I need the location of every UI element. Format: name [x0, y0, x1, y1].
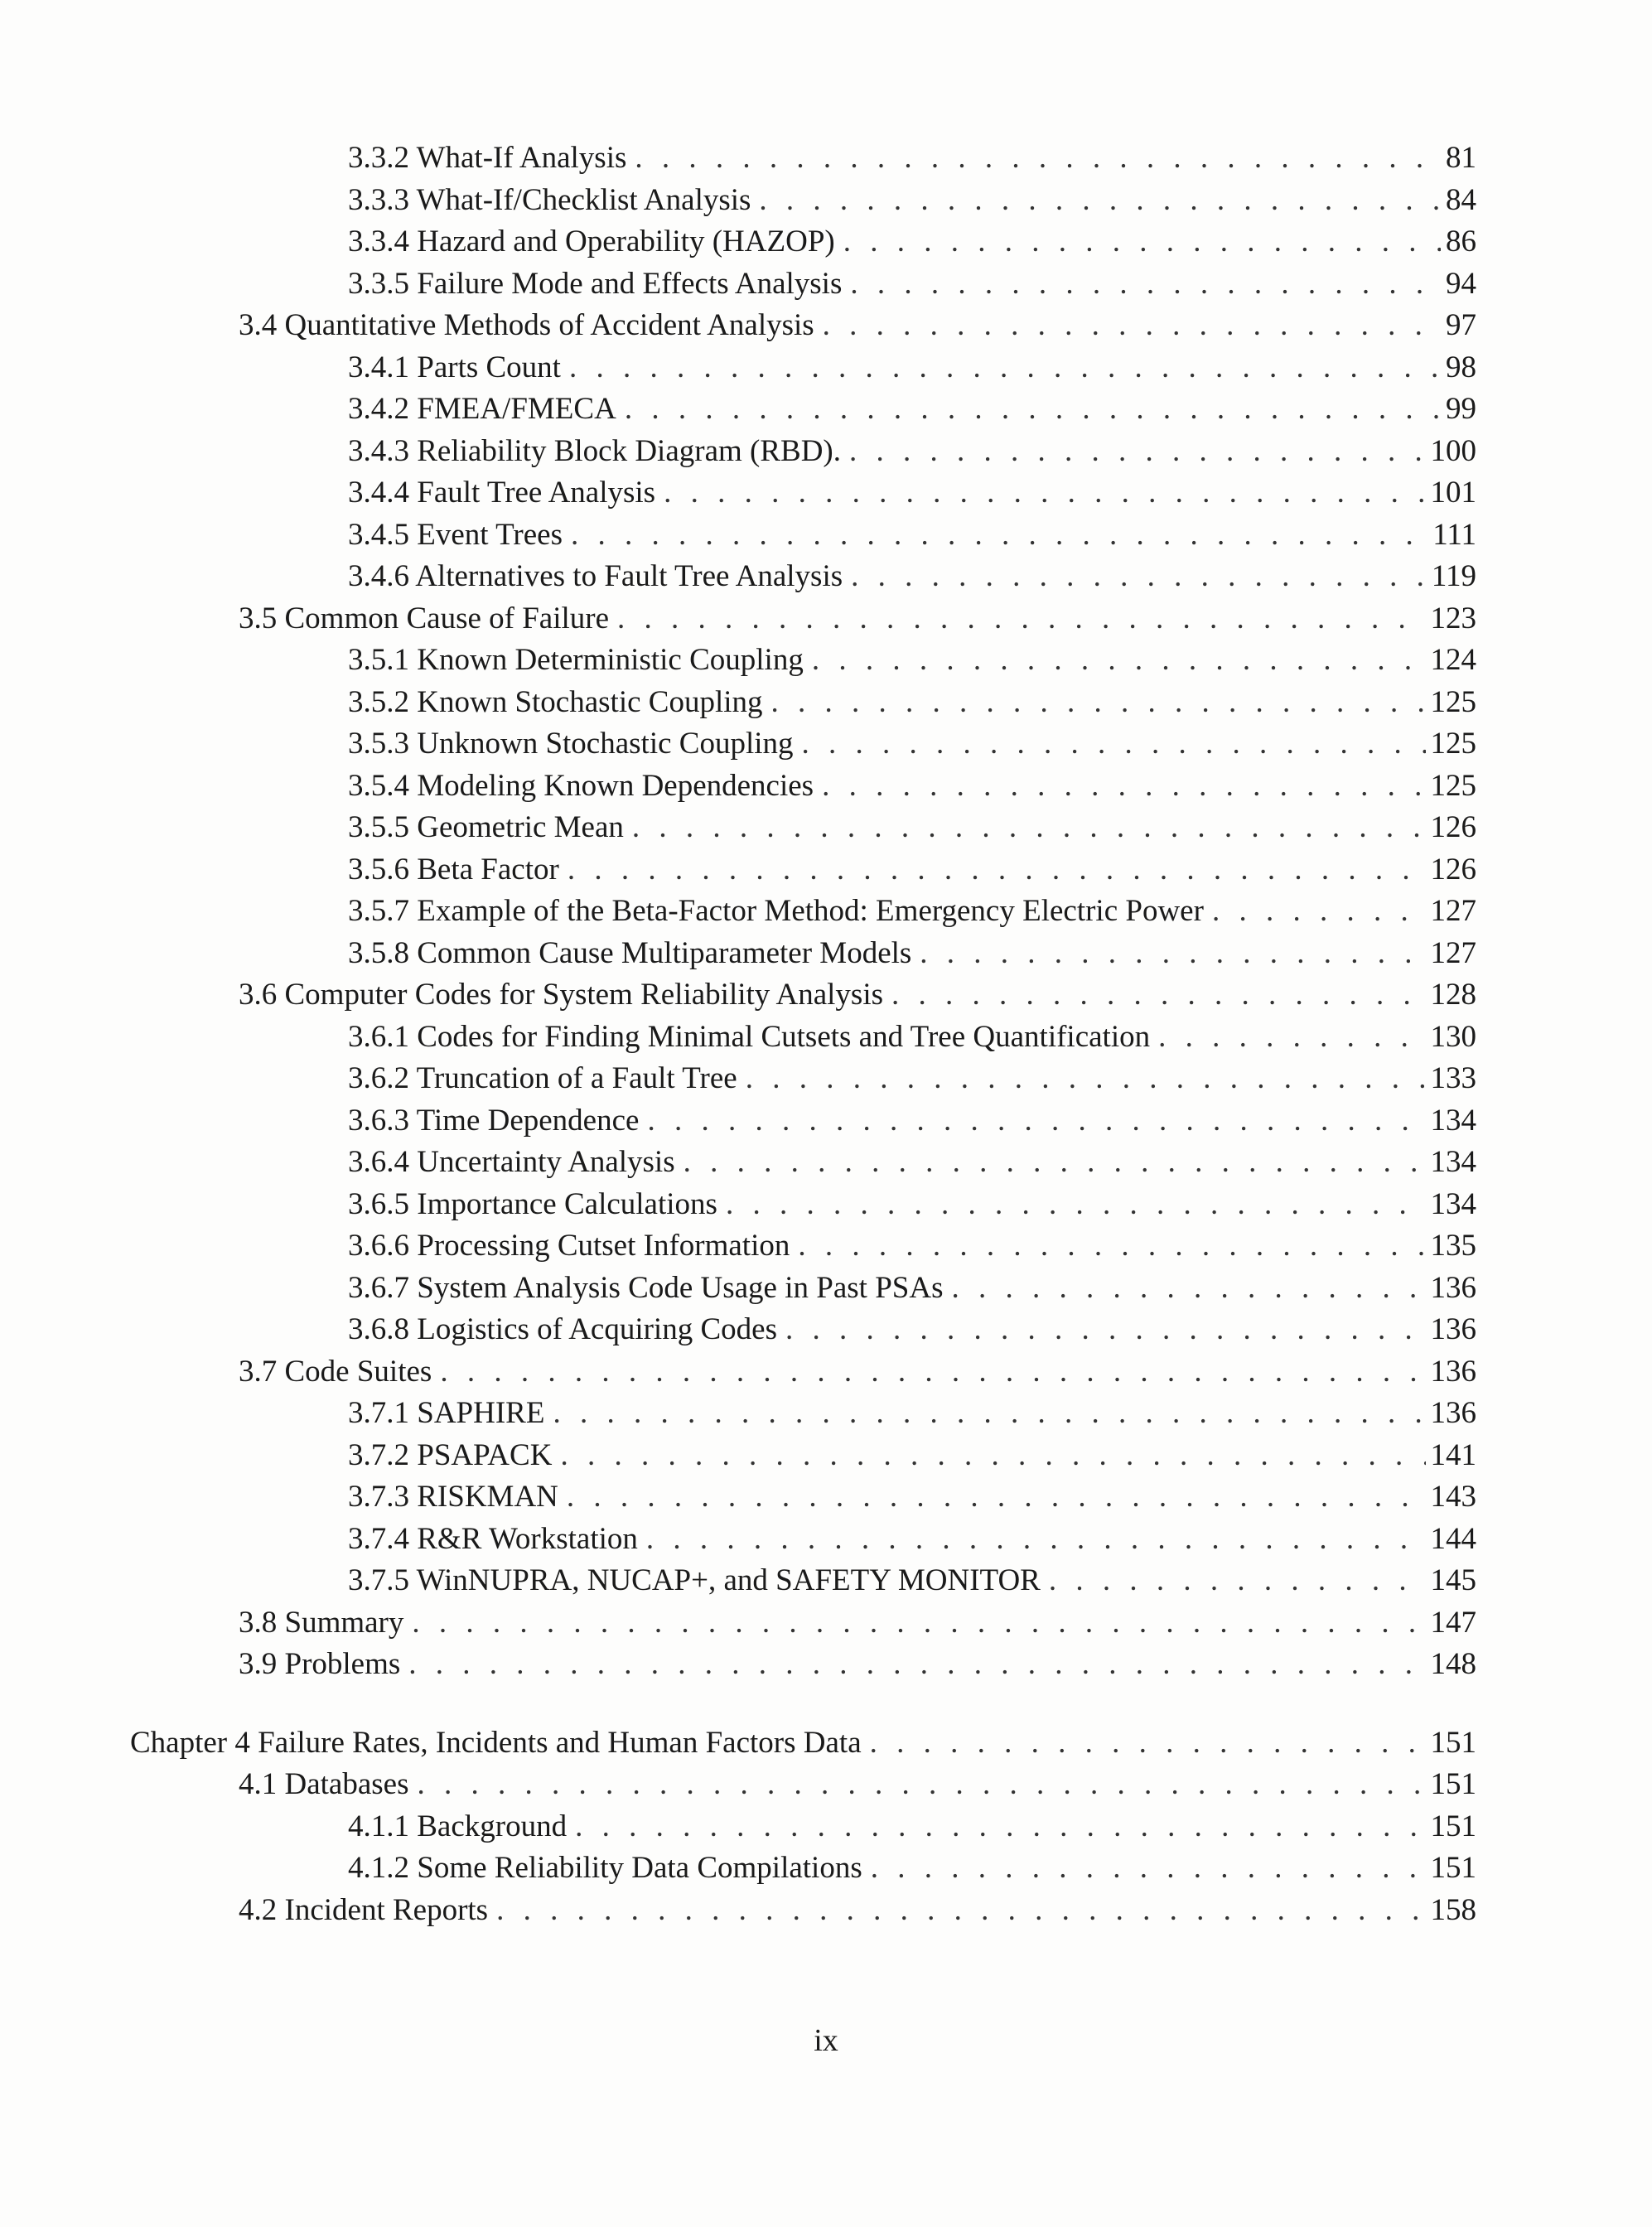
toc-entry-title: 3.5.5 Geometric Mean: [348, 810, 624, 844]
toc-entry-page-number: 86: [1446, 225, 1476, 258]
toc-entry-page-number: 130: [1430, 1019, 1476, 1054]
toc-entry-page-number: 81: [1446, 141, 1476, 175]
toc-entry-title: 3.5.6 Beta Factor: [348, 852, 559, 886]
toc-entry-page-number: 97: [1446, 308, 1476, 342]
toc-entry-line: [239, 1890, 1476, 1932]
toc-entry: [0, 1351, 1652, 1394]
toc-entry-title: 3.3.3 What-If/Checklist Analysis: [348, 182, 751, 217]
dot-leader: [617, 598, 1425, 640]
toc-entry-title: 3.3.5 Failure Mode and Effects Analysis: [348, 266, 843, 301]
dot-leader: [408, 1644, 1425, 1686]
toc-entry-title: 3.4.4 Fault Tree Analysis: [348, 476, 656, 510]
toc-entry: [0, 263, 1652, 306]
toc-entry-line: [348, 1435, 1476, 1477]
toc-entry-line: [348, 1806, 1476, 1848]
toc-entry-page-number: 111: [1432, 517, 1476, 552]
toc-entry-page-number: 136: [1430, 1354, 1476, 1389]
toc-entry-line: [348, 807, 1476, 849]
dot-leader: [1158, 1017, 1425, 1059]
toc-entry: [0, 974, 1652, 1017]
toc-entry-title: 3.7.2 PSAPACK: [348, 1437, 553, 1472]
toc-entry-page-number: 101: [1430, 476, 1476, 510]
dot-leader: [951, 1268, 1425, 1310]
dot-leader: [851, 556, 1427, 598]
dot-leader: [440, 1351, 1425, 1394]
toc-entry-line: [239, 1602, 1476, 1645]
toc-entry-title: 3.8 Summary: [239, 1605, 404, 1640]
toc-entry-line: [239, 1351, 1476, 1394]
toc-entry-line: [130, 1722, 1476, 1765]
toc-entry-page-number: 123: [1430, 601, 1476, 635]
toc-entry-line: [348, 1476, 1476, 1519]
dot-leader: [1212, 891, 1426, 933]
toc-entry-title: 3.5.3 Unknown Stochastic Coupling: [348, 727, 794, 761]
toc-entry-title: 3.7.1 SAPHIRE: [348, 1396, 545, 1430]
toc-entry-page-number: 147: [1430, 1605, 1476, 1640]
toc-entry-title: 3.7.4 R&R Workstation: [348, 1521, 638, 1556]
toc-entry-page-number: 151: [1430, 1851, 1476, 1885]
toc-entry-line: [348, 1058, 1476, 1100]
toc-entry-title: 3.6.7 System Analysis Code Usage in Past PSAs: [348, 1270, 944, 1305]
toc-entry: [0, 180, 1652, 222]
toc-entry-title: 3.4.1 Parts Count: [348, 350, 561, 384]
toc-entry-page-number: 127: [1430, 935, 1476, 970]
dot-leader: [785, 1309, 1426, 1351]
toc-entry-title: 3.6.3 Time Dependence: [348, 1103, 640, 1138]
dot-leader: [569, 347, 1441, 389]
toc-entry-line: [239, 598, 1476, 640]
toc-entry-line: [348, 1519, 1476, 1561]
toc-entry-title: 3.4.2 FMEA/FMECA: [348, 392, 616, 426]
dot-leader: [647, 1100, 1425, 1142]
dot-leader: [625, 389, 1441, 431]
toc-entry: [0, 305, 1652, 347]
toc-entry-title: 3.5 Common Cause of Failure: [239, 601, 610, 635]
dot-leader: [567, 1476, 1426, 1519]
dot-leader: [684, 1142, 1426, 1184]
dot-leader: [632, 807, 1426, 849]
toc-entry-title: 3.5.7 Example of the Beta-Factor Method: Emergency Electric Power: [348, 894, 1204, 928]
toc-entry-line: [348, 891, 1476, 933]
dot-leader: [746, 1058, 1426, 1100]
toc-entry-line: [348, 1393, 1476, 1435]
toc-entry-line: [348, 849, 1476, 891]
toc-entry-page-number: 100: [1430, 433, 1476, 468]
toc-entry-page-number: 151: [1430, 1809, 1476, 1843]
toc-entry: [0, 723, 1652, 766]
toc-entry-page-number: 126: [1430, 810, 1476, 844]
toc-entry: [0, 682, 1652, 724]
toc-entry-line: [239, 1644, 1476, 1686]
toc-entry: [0, 1722, 1652, 1765]
toc-entry-page-number: 136: [1430, 1396, 1476, 1430]
toc-entry: [0, 221, 1652, 263]
toc-entry-page-number: 158: [1430, 1892, 1476, 1927]
toc-entry-line: [348, 1268, 1476, 1310]
toc-entry: [0, 347, 1652, 389]
toc-entry-title: 4.2 Incident Reports: [239, 1892, 489, 1927]
toc-entry-title: 3.6.5 Importance Calculations: [348, 1186, 717, 1221]
toc-entry-title: 4.1.2 Some Reliability Data Compilations: [348, 1851, 862, 1885]
toc-entry-page-number: 94: [1446, 266, 1476, 301]
toc-entry: [0, 849, 1652, 891]
toc-entry-title: 3.9 Problems: [239, 1647, 401, 1681]
toc-entry: [0, 1560, 1652, 1602]
toc-entry-title: 3.7.5 WinNUPRA, NUCAP+, and SAFETY MONITOR: [348, 1563, 1041, 1597]
toc-entry-line: [348, 1184, 1476, 1226]
toc-entry-page-number: 136: [1430, 1270, 1476, 1305]
toc-entry: [0, 933, 1652, 975]
toc-entry-line: [348, 640, 1476, 682]
toc-entry-page-number: 148: [1430, 1647, 1476, 1681]
toc-entry-line: [348, 221, 1476, 263]
toc-entry-line: [348, 766, 1476, 808]
toc-entry-page-number: 134: [1430, 1145, 1476, 1179]
toc-entry-line: [348, 138, 1476, 180]
toc-entry-title: 3.5.1 Known Deterministic Coupling: [348, 643, 804, 677]
dot-leader: [849, 431, 1426, 473]
dot-leader: [802, 723, 1426, 766]
toc-entry: [0, 472, 1652, 514]
dot-leader: [571, 514, 1427, 557]
toc-entry: [0, 1225, 1652, 1268]
toc-entry-line: [348, 723, 1476, 766]
toc-entry-title: 3.4 Quantitative Methods of Accident Analysis: [239, 308, 814, 342]
toc-entry-page-number: 145: [1430, 1563, 1476, 1597]
toc-entry-page-number: 133: [1430, 1061, 1476, 1095]
toc-entry-line: [348, 1560, 1476, 1602]
toc-entry-line: [348, 682, 1476, 724]
toc-entry-line: [239, 974, 1476, 1017]
toc-entry-page-number: 84: [1446, 182, 1476, 217]
toc-entry-page-number: 134: [1430, 1186, 1476, 1221]
toc-entry-title: 3.3.2 What-If Analysis: [348, 141, 627, 175]
toc-entry-line: [348, 389, 1476, 431]
toc-entry-page-number: 125: [1430, 684, 1476, 719]
toc-entry-title: 4.1.1 Background: [348, 1809, 568, 1843]
toc-entry: [0, 1184, 1652, 1226]
toc-entry-title: Chapter 4 Failure Rates, Incidents and Human Factors Data: [130, 1725, 862, 1760]
toc-entry-title: 3.6.4 Uncertainty Analysis: [348, 1145, 675, 1179]
toc-entry-page-number: 128: [1430, 978, 1476, 1012]
toc-entry-title: 3.4.5 Event Trees: [348, 517, 563, 552]
toc-entry: [0, 1435, 1652, 1477]
dot-leader: [812, 640, 1426, 682]
toc-entry: [0, 431, 1652, 473]
toc-entry: [0, 640, 1652, 682]
toc-entry-line: [348, 514, 1476, 557]
dot-leader: [843, 221, 1441, 263]
toc-entry-line: [239, 305, 1476, 347]
dot-leader: [822, 766, 1425, 808]
dot-leader: [568, 849, 1426, 891]
toc-entry: [0, 556, 1652, 598]
toc-entry-title: 3.6.2 Truncation of a Fault Tree: [348, 1061, 737, 1095]
toc-entry-title: 4.1 Databases: [239, 1767, 409, 1801]
toc-entry-line: [348, 1017, 1476, 1059]
toc-entry-page-number: 144: [1430, 1521, 1476, 1556]
toc-entry-line: [348, 263, 1476, 306]
toc-entry-page-number: 151: [1430, 1767, 1476, 1801]
toc-entry: [0, 1017, 1652, 1059]
toc-entry-title: 3.4.3 Reliability Block Diagram (RBD).: [348, 433, 841, 468]
toc-entry-line: [348, 347, 1476, 389]
dot-leader: [759, 180, 1441, 222]
dot-leader: [412, 1602, 1425, 1645]
toc-entry-line: [348, 180, 1476, 222]
toc-entry: [0, 1309, 1652, 1351]
toc-entry-title: 3.5.8 Common Cause Multiparameter Models: [348, 935, 912, 970]
toc-entry: [0, 514, 1652, 557]
toc-entry: [0, 1644, 1652, 1686]
toc-entry-line: [348, 1848, 1476, 1890]
toc-entry-page-number: 126: [1430, 852, 1476, 886]
dot-leader: [664, 472, 1425, 514]
toc-entry: [0, 766, 1652, 808]
toc-entry: [0, 1476, 1652, 1519]
dot-leader: [891, 974, 1426, 1017]
toc-entry-line: [348, 1142, 1476, 1184]
dot-leader: [575, 1806, 1425, 1848]
dot-leader: [920, 933, 1425, 975]
toc-entry: [0, 1268, 1652, 1310]
toc-entry-title: 3.5.2 Known Stochastic Coupling: [348, 684, 763, 719]
toc-entry: [0, 1058, 1652, 1100]
toc-entry: [0, 1890, 1652, 1932]
dot-leader: [870, 1722, 1426, 1765]
dot-leader: [635, 138, 1441, 180]
toc-entry: [0, 1806, 1652, 1848]
toc-entry: [0, 1100, 1652, 1142]
dot-leader: [418, 1764, 1426, 1806]
toc-entry-line: [348, 556, 1476, 598]
dot-leader: [560, 1435, 1425, 1477]
toc-entry: [0, 138, 1652, 180]
dot-leader: [553, 1393, 1425, 1435]
toc-entry-title: 3.5.4 Modeling Known Dependencies: [348, 768, 814, 803]
dot-leader: [726, 1184, 1426, 1226]
dot-leader: [850, 263, 1441, 306]
toc-entry-page-number: 125: [1430, 727, 1476, 761]
toc-entry-page-number: 151: [1430, 1725, 1476, 1760]
toc-entry-page-number: 98: [1446, 350, 1476, 384]
toc-entry-title: 3.3.4 Hazard and Operability (HAZOP): [348, 225, 835, 258]
toc-entry-page-number: 127: [1430, 894, 1476, 928]
toc-entry-page-number: 124: [1430, 643, 1476, 677]
toc-entry: [0, 1764, 1652, 1806]
dot-leader: [496, 1890, 1425, 1932]
toc-entry-line: [348, 1309, 1476, 1351]
toc-entry-line: [348, 1225, 1476, 1268]
toc-entry: [0, 598, 1652, 640]
dot-leader: [798, 1225, 1425, 1268]
toc-entry-page-number: 136: [1430, 1312, 1476, 1346]
toc-entry: [0, 389, 1652, 431]
dot-leader: [871, 1848, 1426, 1890]
toc-entry-line: [239, 1764, 1476, 1806]
toc-entry: [0, 807, 1652, 849]
toc-entry-page-number: 143: [1430, 1480, 1476, 1514]
toc-entry-title: 3.7.3 RISKMAN: [348, 1480, 558, 1514]
toc-entry-title: 3.4.6 Alternatives to Fault Tree Analysis: [348, 559, 843, 593]
dot-leader: [823, 305, 1441, 347]
toc-entry-title: 3.6.8 Logistics of Acquiring Codes: [348, 1312, 777, 1346]
dot-leader: [646, 1519, 1426, 1561]
toc-entry: [0, 1393, 1652, 1435]
page-number: ix: [814, 2023, 838, 2058]
toc-entry-line: [348, 472, 1476, 514]
toc-entry: [0, 1519, 1652, 1561]
toc-entry-line: [348, 933, 1476, 975]
toc-entry-line: [348, 1100, 1476, 1142]
toc-entry-page-number: 134: [1430, 1103, 1476, 1138]
dot-leader: [1049, 1560, 1426, 1602]
toc-entry-line: [348, 431, 1476, 473]
toc-entry-page-number: 141: [1430, 1437, 1476, 1472]
toc-entry-page-number: 125: [1430, 768, 1476, 803]
toc-entry-title: 3.6.1 Codes for Finding Minimal Cutsets and Tree Quantification: [348, 1019, 1151, 1054]
toc-entry-page-number: 99: [1446, 392, 1476, 426]
toc-entry-title: 3.6 Computer Codes for System Reliability Analysis: [239, 978, 883, 1012]
toc-entry: [0, 891, 1652, 933]
toc-entry: [0, 1848, 1652, 1890]
dot-leader: [771, 682, 1426, 724]
table-of-contents: [0, 138, 1652, 1931]
toc-entry-title: 3.7 Code Suites: [239, 1354, 432, 1389]
toc-entry-title: 3.6.6 Processing Cutset Information: [348, 1229, 790, 1263]
toc-entry-page-number: 119: [1431, 559, 1476, 593]
toc-entry: [0, 1602, 1652, 1645]
toc-entry: [0, 1142, 1652, 1184]
toc-entry-page-number: 135: [1430, 1229, 1476, 1263]
